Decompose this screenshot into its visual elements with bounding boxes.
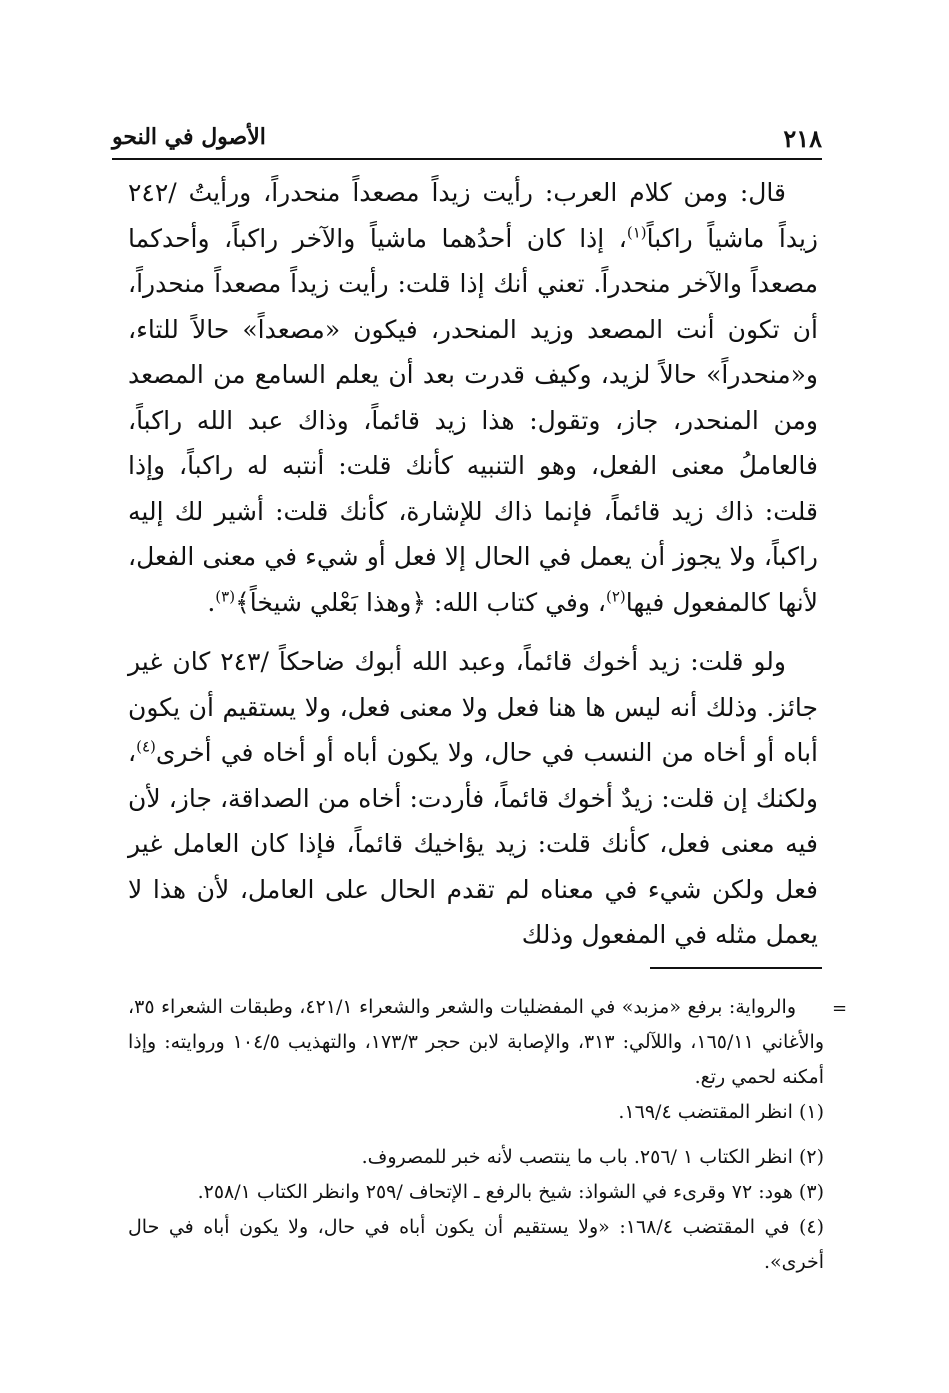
footnote-marker: (٤) bbox=[136, 737, 156, 756]
paragraph-text: قال: ومن كلام العرب: رأيت زيداً مصعداً منحدراً، ورأيتُ /٢٤٢ زيداً ماشياً راكباً bbox=[128, 178, 818, 253]
page-number: ٢١٨ bbox=[783, 124, 822, 153]
footnote-marker: (٣) bbox=[215, 587, 236, 606]
main-text bbox=[128, 170, 818, 958]
paragraph-text: . bbox=[207, 587, 216, 617]
footnote-marker: (١) bbox=[626, 223, 647, 242]
page-header bbox=[112, 118, 822, 160]
paragraph bbox=[128, 639, 818, 958]
footnote: (٤) في المقتضب ١٦٨/٤: «ولا يستقيم أن يكون أباه في حال، ولا يكون أباه في حال أخرى». bbox=[128, 1216, 824, 1273]
footnote: (١) انظر المقتضب ١٦٩/٤. bbox=[618, 1101, 824, 1123]
paragraph-text: ، وفي كتاب الله: ﴿وهذا بَعْلي شيخاً﴾ bbox=[235, 587, 606, 617]
footnotes bbox=[128, 990, 824, 1280]
footnote: (٣) هود: ٧٢ وقرىء في الشواذ: شيخ بالرفع ـ الإتحاف /٢٥٩ وانظر الكتاب ٢٥٨/١. bbox=[197, 1181, 824, 1203]
footnote-separator bbox=[650, 967, 822, 969]
paragraph-text: ، إذا كان أحدُهما ماشياً والآخر راكباً، وأحدكما مصعداً والآخر منحدراً. تعني أنك إذا قلت: رأيت زيداً مصعداً منحدراً، أن تكون أنت المصعد وزيد المنحدر، فيكون «مصعداً» حالاً للتاء، و«منحدراً» حالاً لزيد، وكيف قدرت بعد أن يعلم السامع من المصعد ومن المنحدر، جاز، وتقول: هذا زيد قائماً، وذاك عبد الله راكباً، فالعاملُ معنى الفعل، وهو التنبيه كأنك قلت: أنتبه له راكباً، وإذا قلت: ذاك زيد قائماً، فإنما ذاك للإشارة، كأنك قلت: أشير لك إليه راكباً، ولا يجوز أن يعمل في الحال إلا فعل أو شيء في معنى الفعل، لأنها كالمفعول فيها bbox=[128, 223, 818, 617]
footnote-continuation-mark: = bbox=[832, 998, 848, 1019]
paragraph bbox=[128, 170, 818, 625]
running-title: الأصول في النحو bbox=[112, 124, 266, 150]
paragraph-text: ، ولكنك إن قلت: زيدٌ أخوك قائماً، فأردت: أخاه من الصداقة، جاز، لأن فيه معنى فعل، كأنك قلت: زيد يؤاخيك قائماً، فإذا كان العامل غير فعل ولكن شيء في معناه لم تقدم الحال على العامل، لأن هذا لا يعمل مثله في المفعول وذلك bbox=[128, 738, 819, 949]
paragraph-text: ولو قلت: زيد أخوك قائماً، وعبد الله أبوك ضاحكاً /٢٤٣ كان غير جائز. وذلك أنه ليس ها هنا فعل ولا معنى فعل، ولا يستقيم أن يكون أباه أو أخاه من النسب في حال، ولا يكون أباه أو أخاه في أخرى bbox=[128, 647, 818, 767]
footnote-marker: (٢) bbox=[605, 587, 626, 606]
footnote: (٢) انظر الكتاب ١ /٢٥٦. باب ما ينتصب لأنه خبر للمصروف. bbox=[361, 1146, 824, 1168]
footnote-continuation: والرواية: برفع «مزبد» في المفضليات والشعر والشعراء ٤٢١/١، وطبقات الشعراء ٣٥، والأغاني ١٦٥/١١، واللآلي: ٣١٣، والإصابة لابن حجر ١٧٣/٣، والتهذيب ١٠٤/٥ وروايته: وإذا أمكنه لحمي رتع. bbox=[128, 996, 824, 1088]
